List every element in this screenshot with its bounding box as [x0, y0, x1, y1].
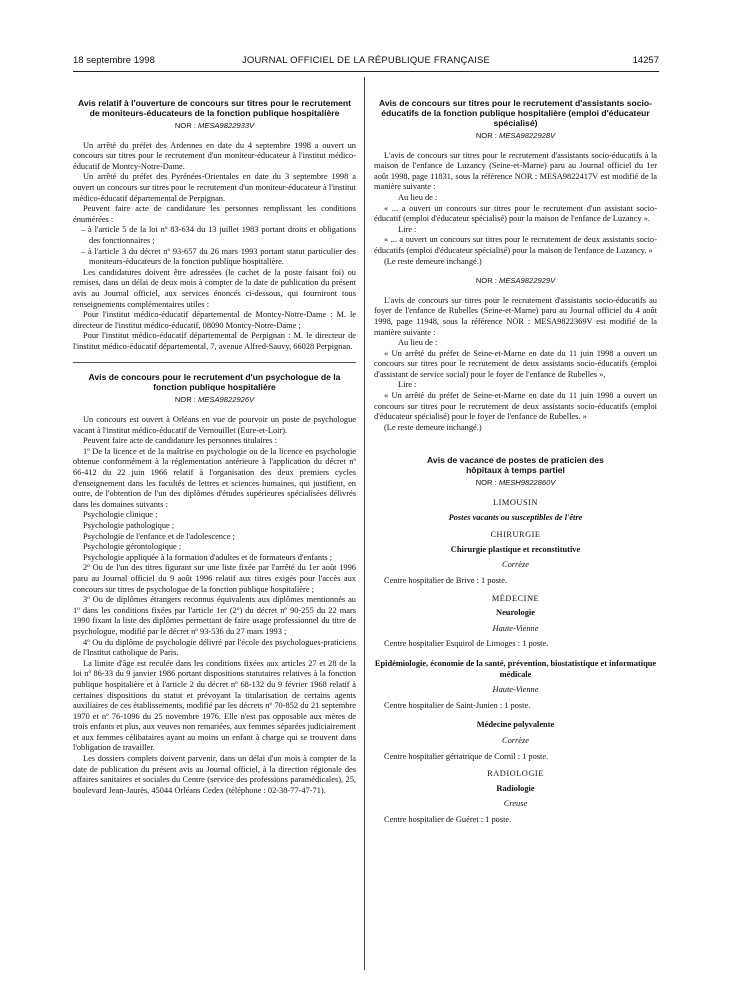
- list-item: – à l'article 3 du décret nº 93-657 du 26 mars 1993 portant statut particulier des moniteurs-éducateurs de la fonction publique hospitalière.: [81, 246, 356, 267]
- notice-title: Avis de vacance de postes de praticien des hôpitaux à temps partiel: [427, 455, 604, 476]
- list-item: Psychologie de l'enfance et de l'adolescence ;: [83, 531, 235, 541]
- list-item: Psychologie gérontologique ;: [83, 542, 182, 552]
- nor-reference: NOR : MESH9822860V: [475, 478, 556, 488]
- poste-line: Centre hospitalier Esquirol de Limoges : 1 poste.: [384, 639, 549, 649]
- notice-assistants-socio-educatifs: [374, 98, 657, 433]
- paragraph: Peuvent faire acte de candidature les personnes remplissant les conditions énumérées :: [73, 204, 356, 224]
- quoted-text: « ... a ouvert un concours sur titres pour le recrutement d'un assistant socio-éducatif (emploi d'éducateur spécialisé) pour la maison de l'enfance de Luzancy ».: [374, 203, 657, 224]
- notice-vacance-postes: [374, 455, 657, 825]
- notice-title: Avis de concours sur titres pour le recrutement d'assistants socio-éducatifs de la fonction publique hospitalière (emploi d'éducateur spécialisé): [379, 98, 652, 128]
- paragraph: Les candidatures doivent être adressées (le cachet de la poste faisant foi) ou remises, dans un délai de deux mois à compter de la date de publication du présent avis au Journal officiel, aux services énoncés ci-dessous, qui fourniront tous renseignements complémentaires utiles :: [73, 267, 356, 309]
- department-heading: Corrèze: [502, 735, 529, 745]
- quoted-text: « Un arrêté du préfet de Seine-et-Marne en date du 11 juin 1998 a ouvert un concours sur titres pour le recrutement de deux assistants socio-éducatifs (emploi d'assistant de service social) pour le foyer de l'enfance de Rubelles »,: [374, 348, 657, 379]
- poste-line: Centre hospitalier de Brive : 1 poste.: [384, 576, 508, 585]
- paragraph: 1º De la licence et de la maîtrise en psychologie ou de la licence en psychologie obtenue conformément à la réglementation antérieure à l'application du décret nº 66-412 du 22 juin 1966 relatif à l'organisation des deux premiers cycles d'enseignement dans les facultés de lettres et sciences humaines, qui justifient, en outre, de l'obtention de l'un des diplômes d'études supérieures spécialisées délivrés dans les domaines suivants :: [73, 446, 356, 509]
- department-heading: Haute-Vienne: [492, 623, 539, 633]
- specialty-heading: Neurologie: [496, 608, 535, 618]
- header-journal-title: JOURNAL OFFICIEL DE LA RÉPUBLIQUE FRANÇAISE: [241, 55, 491, 66]
- paragraph: 4º Ou du diplôme de psychologie délivré par l'école des psychologues-praticiens de l'Institut catholique de Paris.: [73, 637, 356, 658]
- list-item: Psychologie clinique ;: [83, 510, 158, 520]
- nor-reference: NOR : MESA9822926V: [174, 395, 255, 405]
- paragraph: L'avis de concours sur titres pour le recrutement d'assistants socio-éducatifs au foyer de l'enfance de Rubelles (Seine-et-Marne) paru au Journal officiel du 4 août 1998, page 11948, sous la référence NOR : MESA9822369V est modifié de la manière suivante :: [374, 295, 657, 337]
- postes-heading: Postes vacants ou susceptibles de l'être: [448, 512, 583, 522]
- header-rule: [73, 71, 659, 72]
- poste-line: Centre hospitalier gériatrique de Cornil : 1 poste.: [384, 751, 549, 761]
- specialty-heading: Radiologie: [496, 783, 535, 793]
- paragraph: La limite d'âge est reculée dans les conditions fixées aux articles 27 et 28 de la loi nº 86-33 du 9 janvier 1986 portant dispositions statutaires relatives à la fonction publique hospitalière et à l'article 2 du décret nº 68-132 du 9 février 1968 relatif à certaines dispositions du statut et prévoyant la titularisation de certains agents auxiliaires de ces établissements, modifié par les décrets nº 70-852 du 21 septembre 1970 et nº 76-1096 du 25 novembre 1976. Elle n'est pas opposable aux mères de trois enfants et plus, aux veuves non remariées, aux femmes séparées judiciairement et aux femmes célibataires ayant au moins un enfant à charge qui se trouvent dans l'obligation de travailler.: [73, 658, 356, 753]
- paragraph: Un arrêté du préfet des Pyrénées-Orientales en date du 3 septembre 1998 a ouvert un concours sur titres pour le recrutement d'un moniteur-éducateur à l'institut médico-éducatif départemental de Perpignan.: [73, 172, 356, 203]
- lire-label: Lire :: [398, 380, 417, 390]
- section-divider: [73, 362, 356, 363]
- specialty-heading: Médecine polyvalente: [476, 720, 555, 730]
- right-column: [374, 98, 657, 826]
- paragraph: Un arrêté du préfet des Ardennes en date du 4 septembre 1998 a ouvert un concours sur titres pour le recrutement d'un moniteur-éducateur à l'institut médico-éducatif de Montcy-Notre-Dame.: [73, 140, 356, 171]
- nor-reference: NOR : MESA9822933V: [174, 121, 255, 130]
- specialty-heading: Epidémiologie, économie de la santé, prévention, biostatistique et informatique médicale: [374, 658, 657, 679]
- poste-line: Centre hospitalier de Saint-Junien : 1 poste.: [384, 700, 531, 710]
- paragraph: Peuvent faire acte de candidature les personnes titulaires :: [83, 436, 277, 446]
- au-lieu-de-label: Au lieu de :: [398, 192, 438, 202]
- department-heading: Haute-Vienne: [492, 685, 539, 695]
- notice-title: Avis relatif à l'ouverture de concours sur titres pour le recrutement de moniteurs-éducateurs de la fonction publique hospitalière: [78, 98, 351, 118]
- paragraph: Pour l'institut médico-éducatif départemental de Perpignan : M. le directeur de l'institut médico-éducatif départemental, 7, avenue Alfred-Sauvy, 66028 Perpignan.: [73, 331, 356, 351]
- discipline-heading: CHIRURGIE: [490, 530, 541, 540]
- region-heading: LIMOUSIN: [493, 498, 538, 508]
- page-header: [73, 55, 659, 69]
- paragraph: Pour l'institut médico-éducatif départemental de Montcy-Notre-Dame : M. le directeur de l'institut médico-éducatif, 08090 Montcy-Notre-Dame ;: [73, 310, 356, 330]
- reste-inchange: (Le reste demeure inchangé.): [384, 422, 482, 432]
- department-heading: Corrèze: [502, 560, 529, 570]
- discipline-heading: MÉDECINE: [491, 593, 540, 603]
- paragraph: L'avis de concours sur titres pour le recrutement d'assistants socio-éducatifs à la maison de l'enfance de Luzancy (Seine-et-Marne) paru au Journal officiel du 1er août 1998, page 11831, sous la référence NOR : MESA9822417V est modifié de la manière suivante :: [374, 150, 657, 192]
- quoted-text: « ... a ouvert un concours sur titres pour le recrutement de deux assistants socio-éducatifs (emploi d'éducateur spécialisé) pour la maison de l'enfance de Luzancy. »: [374, 235, 657, 255]
- notice-title: Avis de concours pour le recrutement d'un psychologue de la fonction publique hospitalière: [88, 372, 341, 393]
- list-item: Psychologie pathologique ;: [83, 521, 175, 530]
- discipline-heading: RADIOLOGIE: [487, 769, 544, 779]
- column-divider: [364, 77, 365, 970]
- notice-moniteurs-educateurs: [73, 98, 356, 352]
- left-column: [73, 98, 356, 796]
- reste-inchange: (Le reste demeure inchangé.): [384, 256, 482, 266]
- list-item: Psychologie appliquée à la formation d'adultes et de formateurs d'enfants ;: [83, 552, 333, 562]
- header-date: 18 septembre 1998: [73, 55, 155, 66]
- department-heading: Creuse: [503, 799, 528, 809]
- paragraph: 2º Ou de l'un des titres figurant sur une liste fixée par l'arrêté du 1er août 1996 paru au Journal officiel du 9 août 1996 relatif aux titres exigés pour l'accès aux concours sur titres de psychologue de la fonction publique hospitalière ;: [73, 563, 356, 594]
- quoted-text: « Un arrêté du préfet de Seine-et-Marne en date du 11 juin 1998 a ouvert un concours sur titres pour le recrutement de deux assistants socio-éducatifs (emploi d'éducateur spécialisé) pour le foyer de l'enfance de Rubelles. »: [374, 391, 657, 422]
- poste-line: Centre hospitalier de Guéret : 1 poste.: [384, 814, 512, 824]
- header-page-number: 14257: [632, 55, 659, 66]
- nor-reference: NOR : MESA9822929V: [475, 276, 556, 286]
- au-lieu-de-label: Au lieu de :: [398, 338, 438, 348]
- paragraph: Un concours est ouvert à Orléans en vue de pourvoir un poste de psychologue vacant à l'institut médico-éducatif de Vernouillet (Eure-et-Loir).: [73, 415, 356, 435]
- paragraph: 3º Ou de diplômes étrangers reconnus équivalents aux diplômes mentionnés au 1º dans les conditions fixées par l'article 1er (2º) du décret nº 90-255 du 22 mars 1990 fixant la liste des diplômes permettant de faire usage professionnel du titre de psychologue, modifié par le décret nº 93-536 du 27 mars 1993 ;: [73, 595, 356, 636]
- paragraph: Les dossiers complets doivent parvenir, dans un délai d'un mois à compter de la date de publication du présent avis au Journal officiel, à la direction régionale des affaires sanitaires et sociales du Centre (service des professions paramédicales), 25, boulevard Jean-Jaurès, 45044 Orléans Cedex (téléphone : 02-38-77-47-71).: [73, 754, 356, 795]
- nor-reference: NOR : MESA9822928V: [475, 131, 556, 140]
- notice-psychologue: [73, 372, 356, 796]
- list-item: – à l'article 5 de la loi nº 83-634 du 13 juillet 1983 portant droits et obligations des fonctionnaires ;: [81, 225, 356, 245]
- lire-label: Lire :: [398, 224, 417, 234]
- specialty-heading: Chirurgie plastique et reconstitutive: [450, 544, 581, 554]
